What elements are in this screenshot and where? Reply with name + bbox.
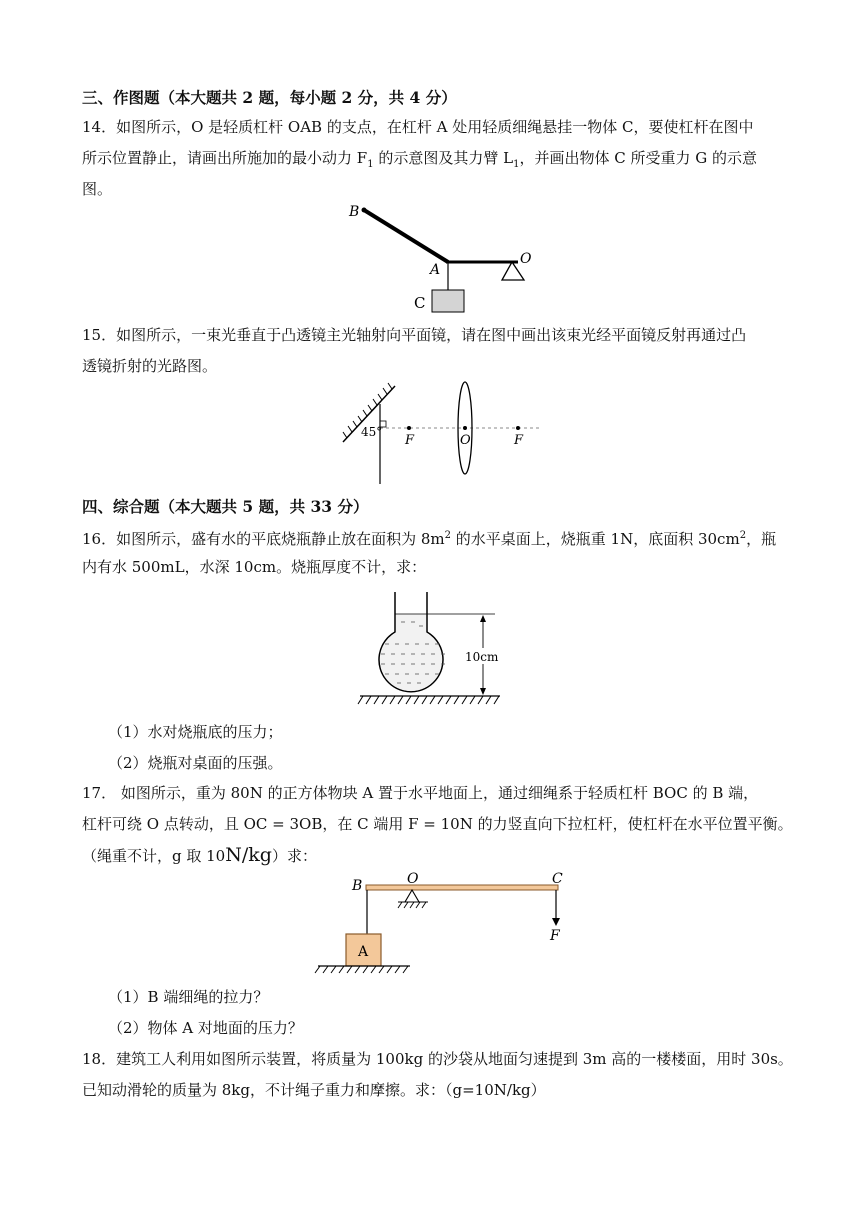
depth-arrow-bottom <box>480 688 486 695</box>
q17-text-line3: （绳重不计，g 取 10N/kg）求： <box>82 844 317 866</box>
ground-hatching <box>315 966 408 973</box>
pivot-o <box>405 890 419 902</box>
point-b <box>362 208 367 213</box>
q14-lever-figure <box>340 200 540 318</box>
label-b: B <box>352 878 363 894</box>
label-o: O <box>407 871 419 887</box>
focus-right-dot <box>516 426 520 430</box>
q18-text-line2: 已知动滑轮的质量为 8kg，不计绳子重力和摩擦。求：（g=10N/kg） <box>82 1081 546 1099</box>
label-o: O <box>460 433 471 448</box>
label-f-right: F <box>514 433 524 448</box>
force-f-arrowhead <box>552 918 560 926</box>
q17-text-line2: 杠杆可绕 O 点转动，且 OC = 3OB，在 C 端用 F = 10N 的力竖直向下拉杠杆，使杠杆在水平位置平衡。 <box>82 815 793 833</box>
q14-text-line3: 图。 <box>82 180 113 198</box>
q17-lever-figure <box>310 868 580 980</box>
section-heading-comprehensive: 四、综合题（本大题共 5 题，共 33 分） <box>82 497 369 516</box>
q15-text-line2: 透镜折射的光路图。 <box>82 357 218 375</box>
optical-center-dot <box>463 426 467 430</box>
focus-left-dot <box>407 426 411 430</box>
q17-text-line1: 17． 如图所示，重为 80N 的正方体物块 A 置于水平地面上，通过细绳系于轻质杠杆 BOC 的 B 端， <box>82 784 759 802</box>
label-f-left: F <box>405 433 415 448</box>
label-c: C <box>552 871 563 887</box>
q16-text-line2: 内有水 500mL，水深 10cm。烧瓶厚度不计，求： <box>82 558 427 576</box>
q16-text-line1: 16．如图所示，盛有水的平底烧瓶静止放在面积为 $8m^2$ 的水平桌面上，烧瓶重 1N，底面积 $30cm^2$，瓶 <box>82 530 777 548</box>
label-f: F <box>550 928 560 944</box>
lever-arm-ab <box>364 210 448 262</box>
depth-label: 10cm <box>465 650 499 664</box>
table-hatching <box>358 696 499 704</box>
angle-label: 45° <box>361 425 383 439</box>
water-fill <box>380 614 442 691</box>
label-c: C <box>414 294 426 312</box>
depth-arrow-top <box>480 615 486 622</box>
label-o: O <box>520 251 532 267</box>
q17-subquestion-1: （1）B 端细绳的拉力？ <box>108 988 269 1006</box>
q16-flask-figure <box>355 582 520 710</box>
q18-text-line1: 18．建筑工人利用如图所示装置，将质量为 100kg 的沙袋从地面匀速提到 3m 高的一楼楼面，用时 30s。 <box>82 1050 793 1068</box>
label-a: A <box>358 944 369 960</box>
section-heading-drawing: 三、作图题（本大题共 2 题，每小题 2 分，共 4 分） <box>82 88 457 107</box>
object-c-box <box>432 290 464 312</box>
q17-subquestion-2: （2）物体 A 对地面的压力？ <box>108 1019 303 1037</box>
q15-text-line1: 15．如图所示，一束光垂直于凸透镜主光轴射向平面镜，请在图中画出该束光经平面镜反射再通过凸 <box>82 326 747 344</box>
q16-subquestion-1: （1）水对烧瓶底的压力； <box>108 723 283 741</box>
q14-text-line1: 14．如图所示，O 是轻质杠杆 OAB 的支点，在杠杆 A 处用轻质细绳悬挂一物体 C，要使杠杆在图中 <box>82 118 754 136</box>
q15-optics-figure <box>335 376 545 488</box>
q16-subquestion-2: （2）烧瓶对桌面的压强。 <box>108 754 283 772</box>
q14-text-line2: 所示位置静止，请画出所施加的最小动力 $F_1$ 的示意图及其力臂 $L_1$，并画出物体 C 所受重力 G 的示意 <box>82 149 757 170</box>
lever-boc <box>366 885 558 890</box>
label-a: A <box>430 262 441 278</box>
pivot-hatching <box>398 902 426 908</box>
label-b: B <box>349 204 360 220</box>
